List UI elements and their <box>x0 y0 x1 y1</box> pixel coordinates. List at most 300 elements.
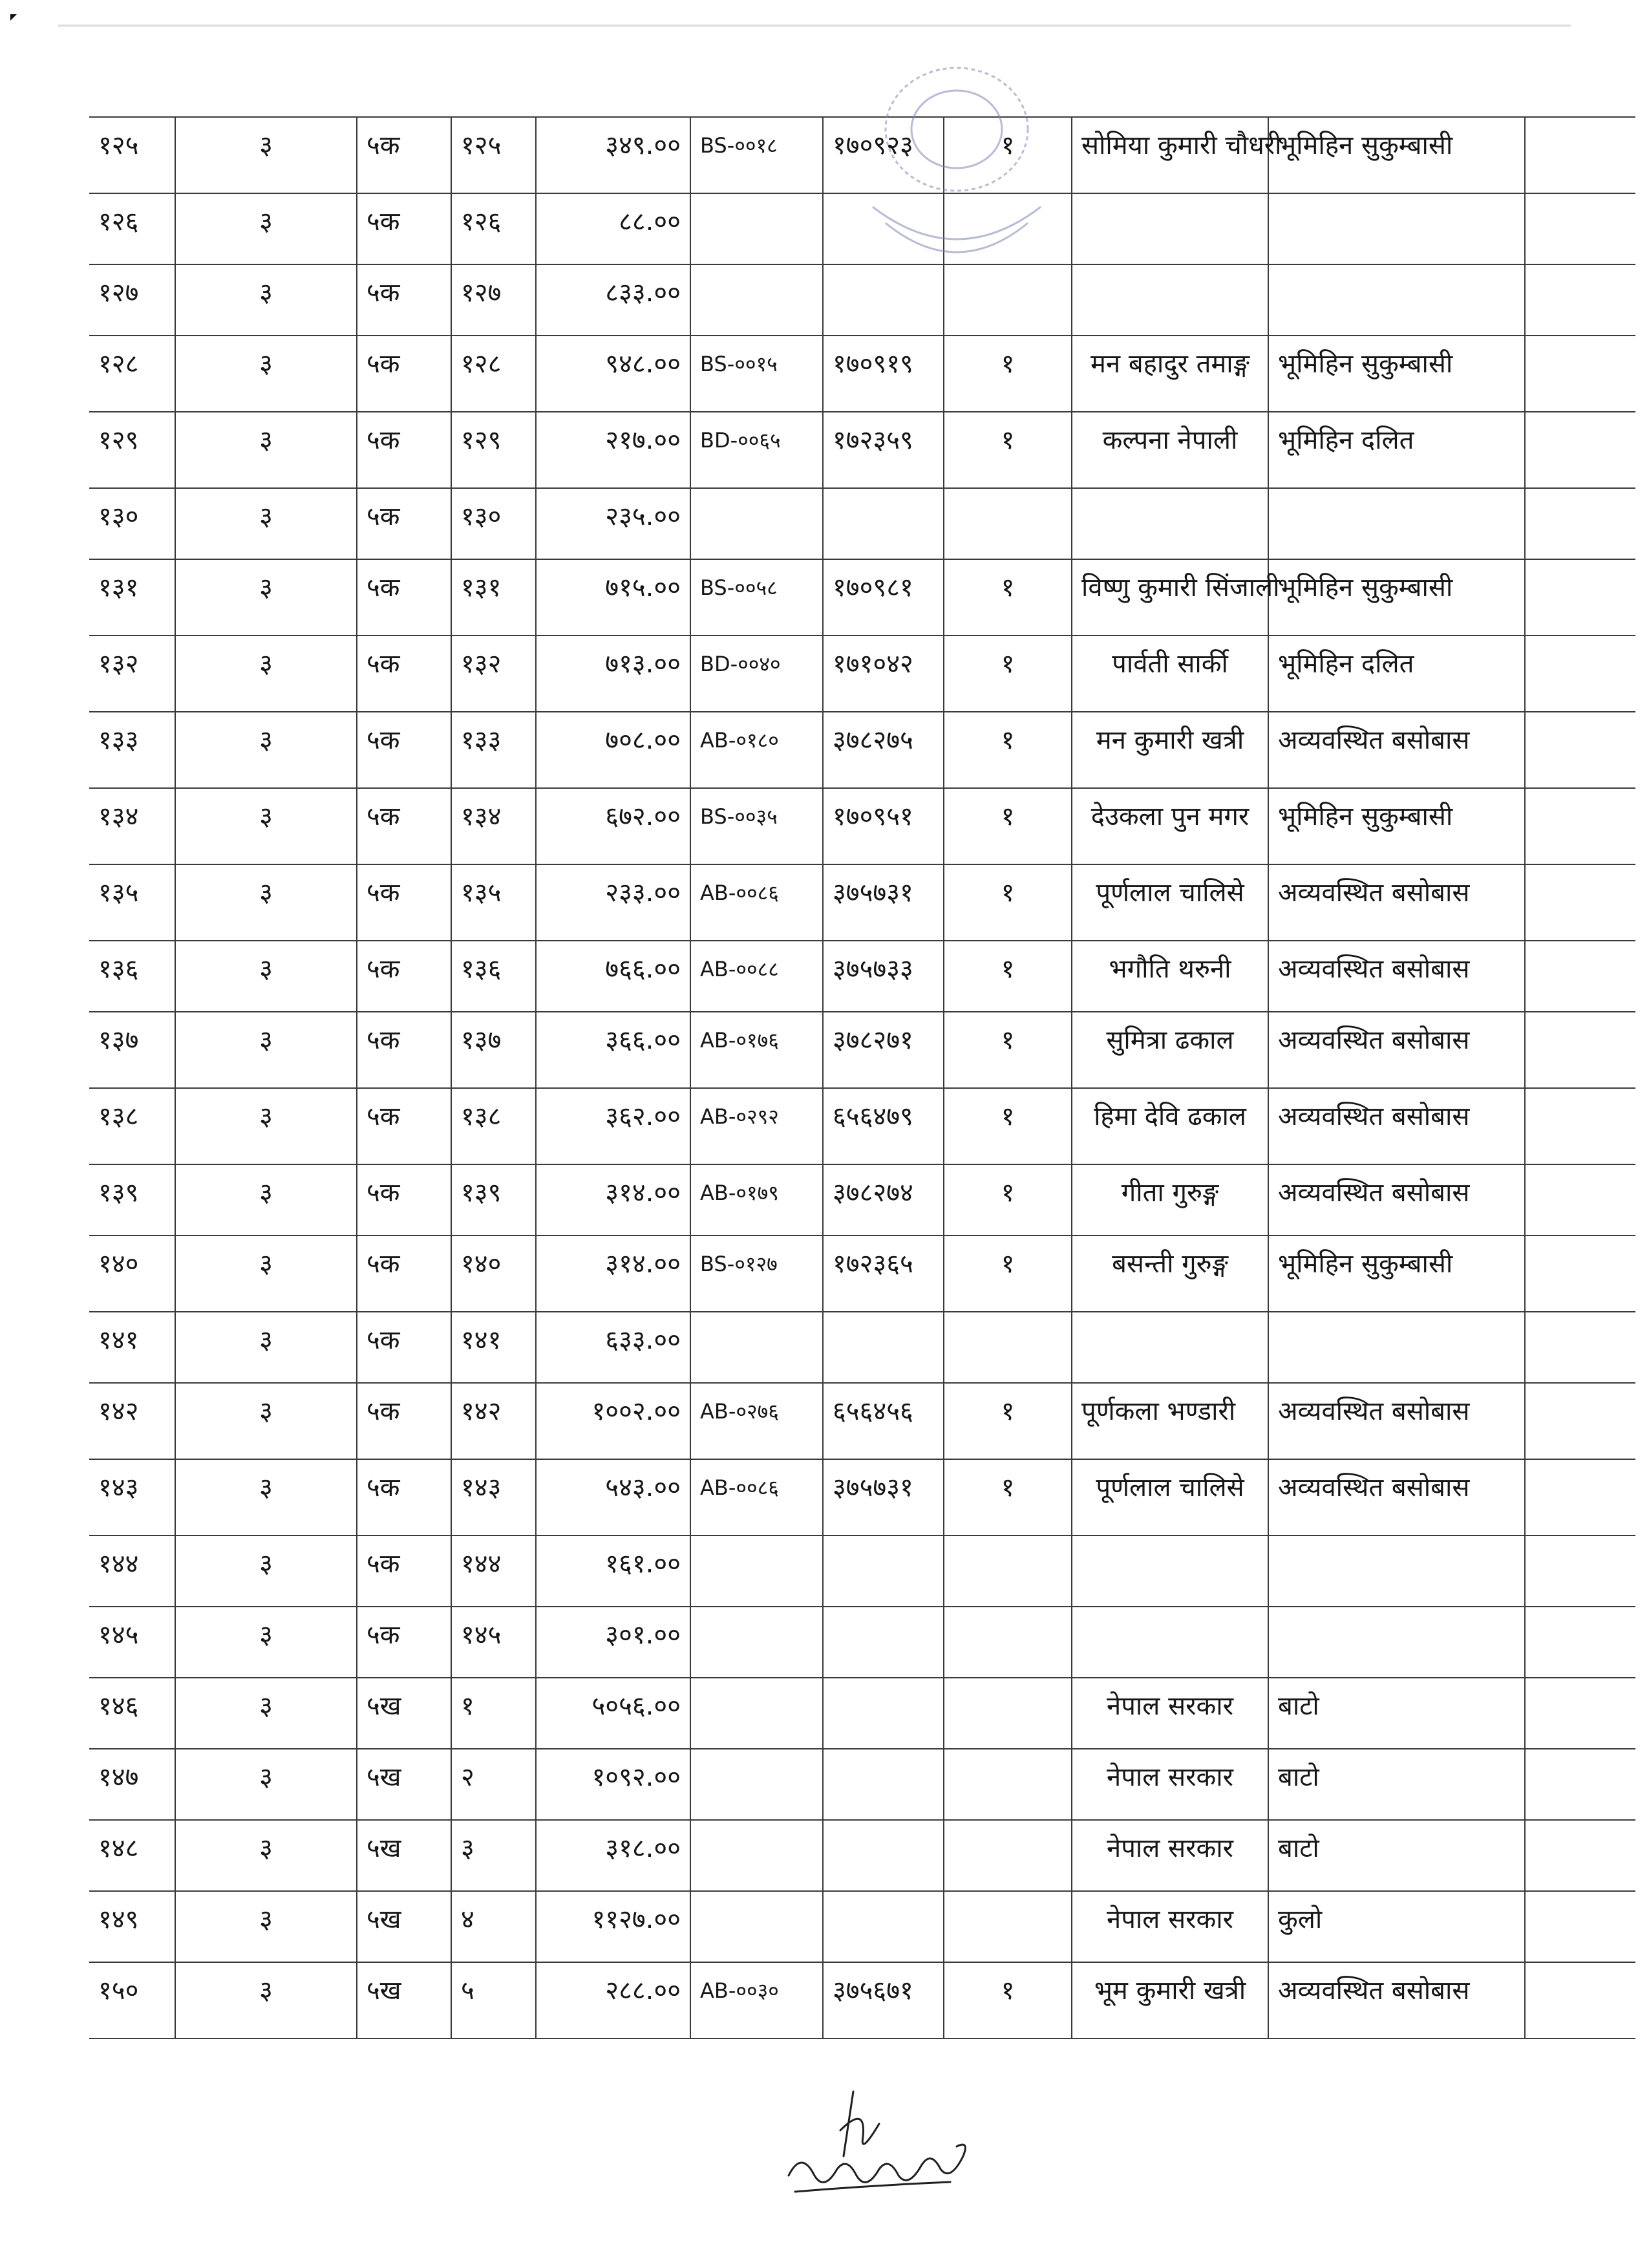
parcel-number-cell: १३५ <box>451 864 536 941</box>
area-cell: ३६६.०० <box>536 1012 690 1088</box>
remarks-cell <box>1525 1820 1635 1891</box>
count-cell: १ <box>944 117 1072 193</box>
parcel-number-cell: १२६ <box>451 193 536 264</box>
category-cell: भूमिहिन सुकुम्बासी <box>1268 336 1525 412</box>
applicant-code-cell: AB-००८८ <box>690 941 823 1012</box>
area-cell: ३६२.०० <box>536 1088 690 1164</box>
remarks-cell <box>1525 1088 1635 1164</box>
area-cell: ८८.०० <box>536 193 690 264</box>
serial-number-cell: १२९ <box>89 412 175 488</box>
area-cell: ११२७.०० <box>536 1891 690 1962</box>
office-stamp <box>860 58 1054 304</box>
serial-number-cell: १३२ <box>89 636 175 712</box>
category-cell: अव्यवस्थित बसोबास <box>1268 1383 1525 1459</box>
table-row <box>89 1535 1635 1607</box>
ward-number-cell: ३ <box>175 488 357 559</box>
table-row <box>89 1383 1635 1459</box>
table-row <box>89 788 1635 864</box>
applicant-code-cell <box>690 1891 823 1962</box>
table-row <box>89 412 1635 488</box>
map-sheet-cell: ५क <box>357 1459 451 1535</box>
count-cell: १ <box>944 559 1072 636</box>
parcel-number-cell: १ <box>451 1678 536 1749</box>
record-id-cell: ३७८२७५ <box>823 712 944 788</box>
applicant-code-cell: BS-००५८ <box>690 559 823 636</box>
serial-number-cell: १४७ <box>89 1749 175 1820</box>
count-cell: १ <box>944 1088 1072 1164</box>
remarks-cell <box>1525 1535 1635 1607</box>
ward-number-cell: ३ <box>175 336 357 412</box>
map-sheet-cell: ५क <box>357 1012 451 1088</box>
ward-number-cell: ३ <box>175 1678 357 1749</box>
category-cell: अव्यवस्थित बसोबास <box>1268 712 1525 788</box>
area-cell: ९४८.०० <box>536 336 690 412</box>
owner-name-cell <box>1072 193 1268 264</box>
table-row <box>89 864 1635 941</box>
count-cell <box>944 1678 1072 1749</box>
serial-number-cell: १३५ <box>89 864 175 941</box>
remarks-cell <box>1525 636 1635 712</box>
remarks-cell <box>1525 1962 1635 2038</box>
area-cell: ३४९.०० <box>536 117 690 193</box>
area-cell: ३०१.०० <box>536 1607 690 1678</box>
serial-number-cell: १२५ <box>89 117 175 193</box>
category-cell: अव्यवस्थित बसोबास <box>1268 1459 1525 1535</box>
category-cell: अव्यवस्थित बसोबास <box>1268 1164 1525 1236</box>
record-id-cell <box>823 1820 944 1891</box>
ward-number-cell: ३ <box>175 1820 357 1891</box>
record-id-cell <box>823 488 944 559</box>
remarks-cell <box>1525 412 1635 488</box>
record-id-cell: ३७८२७१ <box>823 1012 944 1088</box>
map-sheet-cell: ५क <box>357 1383 451 1459</box>
count-cell <box>944 1891 1072 1962</box>
owner-name-cell: पूर्णलाल चालिसे <box>1072 1459 1268 1535</box>
area-cell: ६७२.०० <box>536 788 690 864</box>
table-row <box>89 1820 1635 1891</box>
table-row <box>89 559 1635 636</box>
serial-number-cell: १२६ <box>89 193 175 264</box>
ward-number-cell: ३ <box>175 1383 357 1459</box>
map-sheet-cell: ५क <box>357 193 451 264</box>
applicant-code-cell: AB-०१८० <box>690 712 823 788</box>
ward-number-cell: ३ <box>175 1012 357 1088</box>
remarks-cell <box>1525 788 1635 864</box>
area-cell: ५०५६.०० <box>536 1678 690 1749</box>
count-cell <box>944 1749 1072 1820</box>
count-cell <box>944 1312 1072 1383</box>
applicant-code-cell <box>690 193 823 264</box>
record-id-cell: १७०९८१ <box>823 559 944 636</box>
parcel-number-cell: १३७ <box>451 1012 536 1088</box>
count-cell: १ <box>944 1962 1072 2038</box>
parcel-number-cell: १२८ <box>451 336 536 412</box>
category-cell: अव्यवस्थित बसोबास <box>1268 1088 1525 1164</box>
record-id-cell: ३७५७३३ <box>823 941 944 1012</box>
table-body <box>89 117 1635 2038</box>
ward-number-cell: ३ <box>175 1164 357 1236</box>
map-sheet-cell: ५ख <box>357 1678 451 1749</box>
record-id-cell: ३७८२७४ <box>823 1164 944 1236</box>
area-cell: ७६६.०० <box>536 941 690 1012</box>
serial-number-cell: १३३ <box>89 712 175 788</box>
applicant-code-cell <box>690 1820 823 1891</box>
ward-number-cell: ३ <box>175 1236 357 1312</box>
category-cell: बाटो <box>1268 1749 1525 1820</box>
record-id-cell: ३७५७३१ <box>823 1459 944 1535</box>
applicant-code-cell: BS-००१५ <box>690 336 823 412</box>
corner-mark-icon <box>9 13 18 22</box>
remarks-cell <box>1525 941 1635 1012</box>
count-cell: १ <box>944 1012 1072 1088</box>
parcel-number-cell: १४२ <box>451 1383 536 1459</box>
record-id-cell: १७२३५९ <box>823 412 944 488</box>
category-cell: अव्यवस्थित बसोबास <box>1268 1962 1525 2038</box>
map-sheet-cell: ५क <box>357 117 451 193</box>
serial-number-cell: १४२ <box>89 1383 175 1459</box>
map-sheet-cell: ५क <box>357 788 451 864</box>
count-cell: १ <box>944 636 1072 712</box>
serial-number-cell: १४० <box>89 1236 175 1312</box>
table-row <box>89 1012 1635 1088</box>
owner-name-cell <box>1072 264 1268 336</box>
owner-name-cell: कल्पना नेपाली <box>1072 412 1268 488</box>
applicant-code-cell: AB-०२९२ <box>690 1088 823 1164</box>
ward-number-cell: ३ <box>175 1459 357 1535</box>
table-row <box>89 1962 1635 2038</box>
parcel-number-cell: १३२ <box>451 636 536 712</box>
ward-number-cell: ३ <box>175 1312 357 1383</box>
remarks-cell <box>1525 559 1635 636</box>
parcel-number-cell: २ <box>451 1749 536 1820</box>
map-sheet-cell: ५ख <box>357 1749 451 1820</box>
ward-number-cell: ३ <box>175 1607 357 1678</box>
map-sheet-cell: ५क <box>357 1535 451 1607</box>
applicant-code-cell: AB-००३० <box>690 1962 823 2038</box>
area-cell: ६३३.०० <box>536 1312 690 1383</box>
owner-name-cell <box>1072 488 1268 559</box>
table-row <box>89 1891 1635 1962</box>
serial-number-cell: १३९ <box>89 1164 175 1236</box>
area-cell: ८३३.०० <box>536 264 690 336</box>
map-sheet-cell: ५क <box>357 712 451 788</box>
map-sheet-cell: ५क <box>357 636 451 712</box>
area-cell: ७१५.०० <box>536 559 690 636</box>
category-cell <box>1268 264 1525 336</box>
serial-number-cell: १२७ <box>89 264 175 336</box>
ward-number-cell: ३ <box>175 1088 357 1164</box>
remarks-cell <box>1525 1607 1635 1678</box>
serial-number-cell: १५० <box>89 1962 175 2038</box>
remarks-cell <box>1525 336 1635 412</box>
applicant-code-cell <box>690 488 823 559</box>
land-register-table <box>89 116 1635 2039</box>
table-row <box>89 1088 1635 1164</box>
record-id-cell: ३७५७३१ <box>823 864 944 941</box>
applicant-code-cell: AB-०१७६ <box>690 1012 823 1088</box>
ward-number-cell: ३ <box>175 412 357 488</box>
parcel-number-cell: १३९ <box>451 1164 536 1236</box>
record-id-cell <box>823 1312 944 1383</box>
category-cell: बाटो <box>1268 1820 1525 1891</box>
parcel-number-cell: १४५ <box>451 1607 536 1678</box>
area-cell: ५४३.०० <box>536 1459 690 1535</box>
serial-number-cell: १३४ <box>89 788 175 864</box>
area-cell: ७०८.०० <box>536 712 690 788</box>
applicant-code-cell: AB-००८६ <box>690 1459 823 1535</box>
count-cell: १ <box>944 788 1072 864</box>
owner-name-cell: सुमित्रा ढकाल <box>1072 1012 1268 1088</box>
map-sheet-cell: ५क <box>357 1236 451 1312</box>
category-cell <box>1268 1607 1525 1678</box>
area-cell: ३१४.०० <box>536 1236 690 1312</box>
ward-number-cell: ३ <box>175 941 357 1012</box>
area-cell: १०९२.०० <box>536 1749 690 1820</box>
record-id-cell <box>823 1535 944 1607</box>
owner-name-cell: सोमिया कुमारी चौधरी <box>1072 117 1268 193</box>
area-cell: २३५.०० <box>536 488 690 559</box>
owner-name-cell: पार्वती सार्की <box>1072 636 1268 712</box>
ward-number-cell: ३ <box>175 788 357 864</box>
record-id-cell <box>823 1607 944 1678</box>
category-cell <box>1268 1535 1525 1607</box>
applicant-code-cell: BS-००३५ <box>690 788 823 864</box>
category-cell <box>1268 1312 1525 1383</box>
map-sheet-cell: ५क <box>357 488 451 559</box>
remarks-cell <box>1525 488 1635 559</box>
serial-number-cell: १३८ <box>89 1088 175 1164</box>
ward-number-cell: ३ <box>175 559 357 636</box>
remarks-cell <box>1525 264 1635 336</box>
owner-name-cell: पूर्णलाल चालिसे <box>1072 864 1268 941</box>
map-sheet-cell: ५ख <box>357 1891 451 1962</box>
owner-name-cell: नेपाल सरकार <box>1072 1678 1268 1749</box>
map-sheet-cell: ५क <box>357 1607 451 1678</box>
area-cell: ३१८.०० <box>536 1820 690 1891</box>
area-cell: २८८.०० <box>536 1962 690 2038</box>
table-row <box>89 1749 1635 1820</box>
ward-number-cell: ३ <box>175 193 357 264</box>
ward-number-cell: ३ <box>175 712 357 788</box>
count-cell: १ <box>944 412 1072 488</box>
owner-name-cell <box>1072 1607 1268 1678</box>
map-sheet-cell: ५क <box>357 1312 451 1383</box>
owner-name-cell: भूम कुमारी खत्री <box>1072 1962 1268 2038</box>
ward-number-cell: ३ <box>175 1962 357 2038</box>
area-cell: १००२.०० <box>536 1383 690 1459</box>
serial-number-cell: १४८ <box>89 1820 175 1891</box>
category-cell <box>1268 193 1525 264</box>
serial-number-cell: १४९ <box>89 1891 175 1962</box>
owner-name-cell: हिमा देवि ढकाल <box>1072 1088 1268 1164</box>
remarks-cell <box>1525 1164 1635 1236</box>
category-cell: भूमिहिन सुकुम्बासी <box>1268 1236 1525 1312</box>
owner-name-cell: मन बहादुर तमाङ्ग <box>1072 336 1268 412</box>
serial-number-cell: १४५ <box>89 1607 175 1678</box>
category-cell: अव्यवस्थित बसोबास <box>1268 1012 1525 1088</box>
remarks-cell <box>1525 117 1635 193</box>
category-cell: भूमिहिन सुकुम्बासी <box>1268 117 1525 193</box>
record-id-cell: १७२३६५ <box>823 1236 944 1312</box>
map-sheet-cell: ५ख <box>357 1820 451 1891</box>
parcel-number-cell: १२५ <box>451 117 536 193</box>
remarks-cell <box>1525 1891 1635 1962</box>
count-cell: १ <box>944 712 1072 788</box>
parcel-number-cell: १४० <box>451 1236 536 1312</box>
parcel-number-cell: १४४ <box>451 1535 536 1607</box>
serial-number-cell: १३० <box>89 488 175 559</box>
area-cell: ३१४.०० <box>536 1164 690 1236</box>
table-row <box>89 1678 1635 1749</box>
owner-name-cell: नेपाल सरकार <box>1072 1749 1268 1820</box>
count-cell: १ <box>944 336 1072 412</box>
parcel-number-cell: १३६ <box>451 941 536 1012</box>
owner-name-cell: भगौति थरुनी <box>1072 941 1268 1012</box>
record-id-cell: ६५६४५६ <box>823 1383 944 1459</box>
category-cell: भूमिहिन सुकुम्बासी <box>1268 559 1525 636</box>
owner-name-cell: गीता गुरुङ्ग <box>1072 1164 1268 1236</box>
parcel-number-cell: १४१ <box>451 1312 536 1383</box>
map-sheet-cell: ५क <box>357 1164 451 1236</box>
owner-name-cell <box>1072 1312 1268 1383</box>
owner-name-cell: देउकला पुन मगर <box>1072 788 1268 864</box>
map-sheet-cell: ५क <box>357 1088 451 1164</box>
category-cell: बाटो <box>1268 1678 1525 1749</box>
map-sheet-cell: ५क <box>357 264 451 336</box>
applicant-code-cell <box>690 1749 823 1820</box>
map-sheet-cell: ५क <box>357 864 451 941</box>
applicant-code-cell: AB-०१७९ <box>690 1164 823 1236</box>
category-cell <box>1268 488 1525 559</box>
parcel-number-cell: १४३ <box>451 1459 536 1535</box>
count-cell <box>944 1535 1072 1607</box>
owner-name-cell: नेपाल सरकार <box>1072 1891 1268 1962</box>
remarks-cell <box>1525 1678 1635 1749</box>
category-cell: अव्यवस्थित बसोबास <box>1268 864 1525 941</box>
remarks-cell <box>1525 1236 1635 1312</box>
top-rule <box>58 25 1571 27</box>
applicant-code-cell: BD-००६५ <box>690 412 823 488</box>
table-row <box>89 1312 1635 1383</box>
applicant-code-cell <box>690 1678 823 1749</box>
parcel-number-cell: १३१ <box>451 559 536 636</box>
record-id-cell: १७१०४२ <box>823 636 944 712</box>
owner-name-cell: मन कुमारी खत्री <box>1072 712 1268 788</box>
ward-number-cell: ३ <box>175 264 357 336</box>
applicant-code-cell: AB-००८६ <box>690 864 823 941</box>
count-cell: १ <box>944 941 1072 1012</box>
parcel-number-cell: १३४ <box>451 788 536 864</box>
serial-number-cell: १४६ <box>89 1678 175 1749</box>
ward-number-cell: ३ <box>175 1749 357 1820</box>
ward-number-cell: ३ <box>175 1535 357 1607</box>
serial-number-cell: १४३ <box>89 1459 175 1535</box>
owner-name-cell: नेपाल सरकार <box>1072 1820 1268 1891</box>
map-sheet-cell: ५क <box>357 336 451 412</box>
map-sheet-cell: ५क <box>357 941 451 1012</box>
table-row <box>89 1164 1635 1236</box>
parcel-number-cell: ३ <box>451 1820 536 1891</box>
applicant-code-cell: AB-०२७६ <box>690 1383 823 1459</box>
count-cell: १ <box>944 864 1072 941</box>
parcel-number-cell: १३३ <box>451 712 536 788</box>
category-cell: भूमिहिन दलित <box>1268 636 1525 712</box>
serial-number-cell: १४४ <box>89 1535 175 1607</box>
area-cell: ७१३.०० <box>536 636 690 712</box>
count-cell: १ <box>944 1383 1072 1459</box>
applicant-code-cell <box>690 1312 823 1383</box>
serial-number-cell: १२८ <box>89 336 175 412</box>
applicant-code-cell: BS-००१८ <box>690 117 823 193</box>
signature <box>776 2079 983 2208</box>
table-row <box>89 636 1635 712</box>
parcel-number-cell: १२९ <box>451 412 536 488</box>
map-sheet-cell: ५क <box>357 559 451 636</box>
category-cell: भूमिहिन सुकुम्बासी <box>1268 788 1525 864</box>
owner-name-cell: बसन्ती गुरुङ्ग <box>1072 1236 1268 1312</box>
serial-number-cell: १४१ <box>89 1312 175 1383</box>
area-cell: १६१.०० <box>536 1535 690 1607</box>
serial-number-cell: १३६ <box>89 941 175 1012</box>
table-row <box>89 1459 1635 1535</box>
applicant-code-cell <box>690 1535 823 1607</box>
remarks-cell <box>1525 712 1635 788</box>
remarks-cell <box>1525 1749 1635 1820</box>
record-id-cell: १७०९२३ <box>823 117 944 193</box>
remarks-cell <box>1525 1459 1635 1535</box>
parcel-number-cell: १३० <box>451 488 536 559</box>
count-cell <box>944 1820 1072 1891</box>
parcel-number-cell: ५ <box>451 1962 536 2038</box>
table-row <box>89 712 1635 788</box>
owner-name-cell <box>1072 1535 1268 1607</box>
category-cell: भूमिहिन दलित <box>1268 412 1525 488</box>
count-cell: १ <box>944 1236 1072 1312</box>
remarks-cell <box>1525 1383 1635 1459</box>
ward-number-cell: ३ <box>175 1891 357 1962</box>
category-cell: कुलो <box>1268 1891 1525 1962</box>
serial-number-cell: १३७ <box>89 1012 175 1088</box>
record-id-cell: ३७५६७१ <box>823 1962 944 2038</box>
remarks-cell <box>1525 193 1635 264</box>
ward-number-cell: ३ <box>175 636 357 712</box>
table-row <box>89 1607 1635 1678</box>
parcel-number-cell: १३८ <box>451 1088 536 1164</box>
table-row <box>89 336 1635 412</box>
record-id-cell: १७०९१९ <box>823 336 944 412</box>
area-cell: २१७.०० <box>536 412 690 488</box>
owner-name-cell: विष्णु कुमारी सिंजाली <box>1072 559 1268 636</box>
remarks-cell <box>1525 1012 1635 1088</box>
count-cell: १ <box>944 1164 1072 1236</box>
record-id-cell <box>823 1891 944 1962</box>
count-cell <box>944 1607 1072 1678</box>
remarks-cell <box>1525 864 1635 941</box>
count-cell <box>944 488 1072 559</box>
record-id-cell <box>823 1678 944 1749</box>
table-row <box>89 1236 1635 1312</box>
ward-number-cell: ३ <box>175 864 357 941</box>
record-id-cell: ६५६४७९ <box>823 1088 944 1164</box>
applicant-code-cell <box>690 1607 823 1678</box>
owner-name-cell: पूर्णकला भण्डारी <box>1072 1383 1268 1459</box>
remarks-cell <box>1525 1312 1635 1383</box>
area-cell: २३३.०० <box>536 864 690 941</box>
table-row <box>89 488 1635 559</box>
applicant-code-cell: BD-००४० <box>690 636 823 712</box>
parcel-number-cell: १२७ <box>451 264 536 336</box>
parcel-number-cell: ४ <box>451 1891 536 1962</box>
